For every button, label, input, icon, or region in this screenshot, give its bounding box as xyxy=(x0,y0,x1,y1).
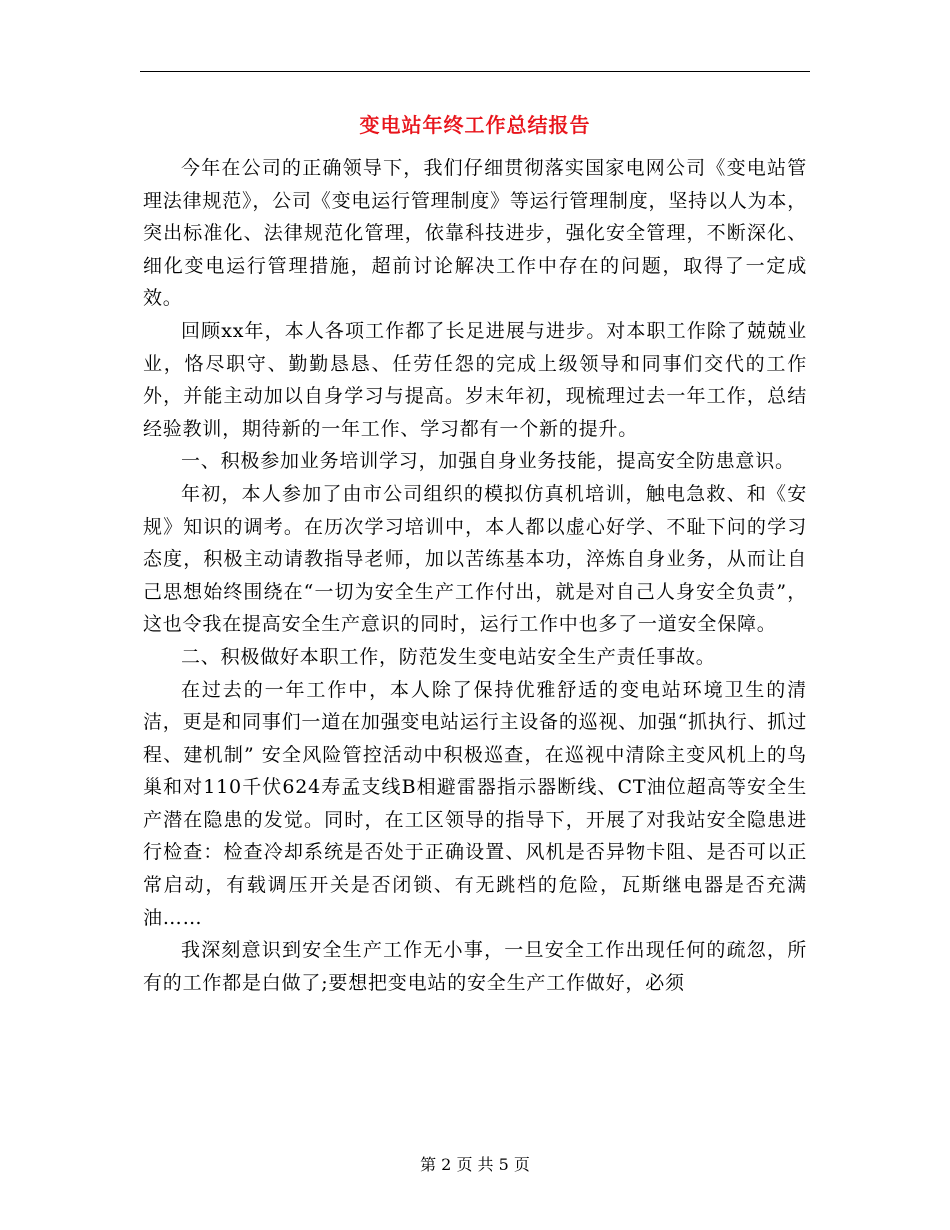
page-footer: 第 2 页 共 5 页 xyxy=(420,1155,530,1174)
paragraph: 回顾xx年，本人各项工作都了长足进展与进步。对本职工作除了兢兢业业，恪尽职守、勤勤恳恳、任劳任怨的完成上级领导和同事们交代的工作外，并能主动加以自身学习与提高。岁末年初，现梳理过去一年工作，总结经验教训，期待新的一年工作、学习都有一个新的提升。 xyxy=(143,319,807,440)
header-rule xyxy=(140,71,810,72)
section-heading: 一、积极参加业务培训学习，加强自身业务技能，提高安全防患意识。 xyxy=(181,450,795,473)
section-heading: 二、积极做好本职工作，防范发生变电站安全生产责任事故。 xyxy=(181,645,716,668)
document-body xyxy=(143,152,807,999)
paragraph: 我深刻意识到安全生产工作无小事，一旦安全工作出现任何的疏忽，所有的工作都是白做了;要想把变电站的安全生产工作做好，必须 xyxy=(143,939,807,994)
paragraph: 在过去的一年工作中，本人除了保持优雅舒适的变电站环境卫生的清洁，更是和同事们一道在加强变电站运行主设备的巡视、加强“抓执行、抓过程、建机制” 安全风险管控活动中积极巡查，在巡视中清除主变风机上的鸟巢和对110千伏624寿孟支线B相避雷器指示器断线、CT油位超高等安全生产潜在隐患的发觉。同时，在工区领导的指导下，开展了对我站安全隐患进行检查：检查冷却系统是否处于正确设置、风机是否异物卡阻、是否可以正常启动，有载调压开关是否闭锁、有无跳档的危险，瓦斯继电器是否充满油…… xyxy=(143,678,807,929)
paragraph: 年初，本人参加了由市公司组织的模拟仿真机培训，触电急救、和《安规》知识的调考。在历次学习培训中，本人都以虚心好学、不耻下问的学习态度，积极主动请教指导老师，加以苦练基本功，淬炼自身业务，从而让自己思想始终围绕在“一切为安全生产工作付出，就是对自己人身安全负责”，这也令我在提高安全生产意识的同时，运行工作中也多了一道安全保障。 xyxy=(143,482,807,636)
document-title: 变电站年终工作总结报告 xyxy=(359,113,591,137)
paragraph: 今年在公司的正确领导下，我们仔细贯彻落实国家电网公司《变电站管理法律规范》，公司《变电运行管理制度》等运行管理制度，坚持以人为本，突出标准化、法律规范化管理，依靠科技进步，强化安全管理，不断深化、细化变电运行管理措施，超前讨论解决工作中存在的问题，取得了一定成效。 xyxy=(143,157,807,310)
